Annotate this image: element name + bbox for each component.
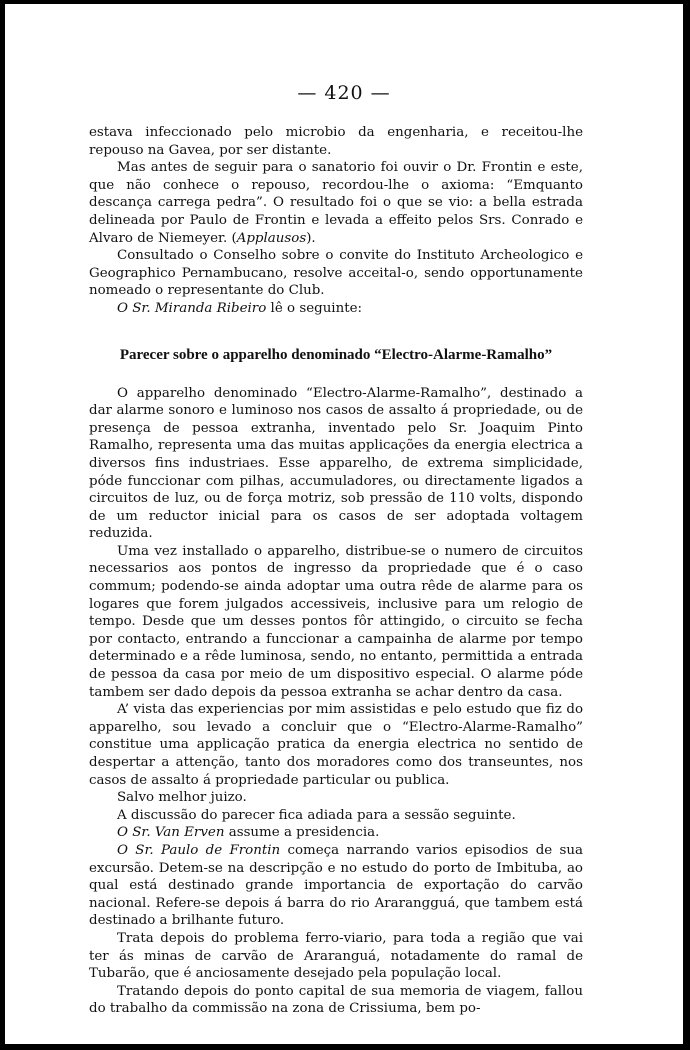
paragraph-text: Salvo melhor juizo. [117, 790, 247, 806]
paragraph-text: começa narrando varios episodios de sua excursão. Detem-se na descripção e no estudo do porto de Imbituba, ao qual está destinado grande importancia de exportação do carvão nacional. Refere-se depois á barra do rio Ararangguá, que tambem está destinado a brilhante futuro. [89, 842, 584, 929]
paragraph [89, 789, 583, 807]
intro-section [89, 124, 583, 318]
paragraph-text: O apparelho denominado “Electro-Alarme-Ramalho”, destinado a dar alarme sonoro e luminoso nos casos de assalto á propriedade, ou de presença de pessoa extranha, inventado pelo Sr. Joaquim Pinto Ramalho, representa uma das muitas applicações da energia electrica a diversos fins industriaes. Esse apparelho, de extrema simplicidade, póde funccionar com pilhas, accumuladores, ou directamente ligados a circuitos de luz, ou de força motriz, sob pressão de 110 volts, dispondo de um reductor inicial para os casos de ser adoptada voltagem reduzida. [89, 385, 583, 542]
paragraph-text: Consultado o Conselho sobre o convite do Instituto Archeologico e Geographico Pernambucano, resolve acceital-o, sendo opportunamente nomeado o representante do Club. [89, 248, 583, 299]
paragraph-text: assume a presidencia. [224, 825, 380, 841]
speaker-name: O Sr. Miranda Ribeiro [117, 300, 267, 316]
paragraph-text: A’ vista das experiencias por mim assistidas e pelo estudo que fiz do apparelho, sou levado a concluir que o “Electro-Alarme-Ramalho” constitue uma applicação pratica da energia electrica no sentido de despertar a attenção, tanto dos moradores como dos transeuntes, nos casos de assalto á propriedade particular ou publica. [89, 702, 583, 788]
page-text [89, 124, 583, 1018]
paragraph [89, 300, 583, 318]
paragraph [89, 385, 583, 543]
speaker-name: Applausos [236, 230, 307, 246]
paragraph [89, 930, 583, 983]
paragraph [89, 824, 583, 842]
paragraph [89, 124, 583, 159]
report-section [89, 385, 583, 1018]
paragraph [89, 807, 583, 825]
paragraph [89, 159, 583, 247]
speaker-name: O Sr. Van Erven [117, 825, 225, 841]
paragraph [89, 247, 583, 300]
paragraph [89, 701, 583, 789]
paragraph-text: estava infeccionado pelo microbio da engenharia, e receitou-lhe repouso na Gavea, por ser distante. [89, 125, 583, 158]
paragraph [89, 842, 583, 930]
paragraph-text: Uma vez installado o apparelho, distribue-se o numero de circuitos necessarios aos pontos de ingresso da propriedade que é o caso commum; podendo-se ainda adoptar uma outra rêde de alarme para os logares que forem julgados accessiveis, inclusive para um relogio de tempo. Desde que um desses pontos fôr attingido, o circuito se fecha por contacto, entrando a funccionar a campainha de alarme por tempo determinado e a rêde luminosa, sendo, no entanto, permittida a entrada de pessoa da casa por meio de um dispositivo especial. O alarme póde tambem ser dado depois da pessoa extranha se achar dentro da casa. [89, 543, 583, 700]
book-page [5, 4, 683, 1044]
paragraph [89, 983, 583, 1018]
paragraph-text: Mas antes de seguir para o sanatorio foi ouvir o Dr. Frontin e este, que não conhece o repouso, recordou-lhe o axioma: “Emquanto descança carrega pedra”. O resultado foi o que se vio: a bella estrada delineada por Paulo de Frontin e levada a effeito pelos Srs. Conrado e Alvaro de Niemeyer. ( [89, 160, 583, 246]
paragraph-text: A discussão do parecer fica adiada para a sessão seguinte. [117, 807, 516, 823]
paragraph-text: ). [306, 230, 316, 246]
section-heading: Parecer sobre o apparelho denominado “Electro-Alarme-Ramalho” [119, 346, 553, 363]
paragraph-text: Tratando depois do ponto capital de sua memoria de viagem, fallou do trabalho da commissão na zona de Crissiuma, bem po- [89, 983, 583, 1017]
page-number: — 420 — [297, 82, 391, 104]
paragraph-text: lê o seguinte: [266, 300, 363, 316]
speaker-name: O Sr. Paulo de Frontin [117, 842, 281, 858]
paragraph [89, 543, 583, 701]
paragraph-text: Trata depois do problema ferro-viario, para toda a região que vai ter ás minas de carvão de Araranguá, notadamente do ramal de Tubarão, que é anciosamente desejado pela população local. [89, 930, 583, 982]
